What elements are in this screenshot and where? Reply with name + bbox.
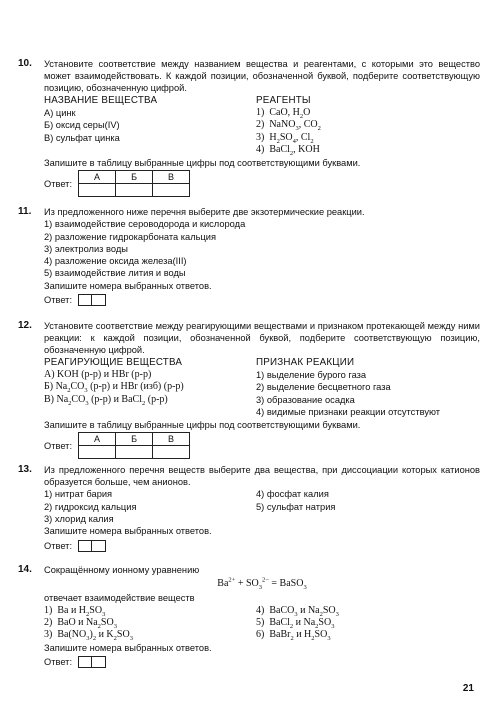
option-6: 6) BaBr$_2$ и $H_2SO_3$ xyxy=(256,629,331,643)
option-1: 1) Ba и $H_2SO_3$ xyxy=(44,604,106,618)
option-3: 3) $Ba(NO_3)_2$ и $K_2SO_3$ xyxy=(44,629,133,643)
right-column-heading: РЕАГЕНТЫ xyxy=(256,94,311,106)
instruction: Запишите в таблицу выбранные цифры под соответствующими буквами. xyxy=(44,419,361,430)
option-b: Б) $Na_2CO_3$ (р-р) и HBr (изб) (р-р) xyxy=(44,381,184,395)
question-number: 12. xyxy=(18,320,32,331)
question-text: Установите соответствие между реагирующими веществами и признаком протекающей между ними реакции: к каждой позиции, обозначенной буквой, подберите соответствующую позицию, обозначенную цифрой. xyxy=(44,321,480,356)
sign-3: 3) образование осадка xyxy=(256,394,355,405)
question-14 xyxy=(18,564,480,670)
sign-4: 4) видимые признаки реакции отсутствуют xyxy=(256,406,440,417)
reagent-4: 4) BaCl$_2$, KOH xyxy=(256,143,320,157)
option-c: В) $Na_2CO_3$ (р-р) и BaCl$_2$ (р-р) xyxy=(44,393,168,407)
answer-cell-b[interactable] xyxy=(116,446,153,459)
question-number: 11. xyxy=(18,206,32,217)
answer-table xyxy=(78,432,190,459)
page-number: 21 xyxy=(462,683,474,694)
answer-box-2[interactable] xyxy=(92,656,106,668)
reagent-2: 2) NaNO$_3$, $CO_2$ xyxy=(256,119,321,133)
letter-a: А xyxy=(79,171,116,184)
question-12 xyxy=(18,320,480,461)
answer-table xyxy=(78,170,190,197)
instruction: Запишите в таблицу выбранные цифры под соответствующими буквами. xyxy=(44,157,361,168)
answer-cell-b[interactable] xyxy=(116,184,153,197)
answer-box-2[interactable] xyxy=(92,294,106,306)
ionic-equation: $Ba^{2+} + SO_3^{2-}$ = BaSO$_3$ xyxy=(217,576,307,592)
question-number: 14. xyxy=(18,564,32,575)
question-10 xyxy=(18,58,480,199)
answer-cell-a[interactable] xyxy=(79,446,116,459)
answer-label: Ответ: xyxy=(44,540,73,551)
left-column-heading: РЕАГИРУЮЩИЕ ВЕЩЕСТВА xyxy=(44,356,183,368)
option-4: 4) фосфат калия xyxy=(256,489,329,500)
question-text: Сокращённому ионному уравнению xyxy=(44,565,200,575)
option-c: В) сульфат цинка xyxy=(44,132,120,143)
answer-cell-c[interactable] xyxy=(153,184,190,197)
answer-cell-a[interactable] xyxy=(79,184,116,197)
option-2: 2) разложение гидрокарбоната кальция xyxy=(44,231,217,242)
right-column-heading: ПРИЗНАК РЕАКЦИИ xyxy=(256,356,355,368)
reagent-1: 1) CaO, $H_2O$ xyxy=(256,106,311,120)
question-13 xyxy=(18,464,480,554)
question-text: Из предложенного ниже перечня выберите две экзотермические реакции. xyxy=(44,207,365,217)
question-11 xyxy=(18,206,480,308)
answer-label: Ответ: xyxy=(44,294,73,305)
sign-2: 2) выделение бесцветного газа xyxy=(256,382,391,393)
letter-b: Б xyxy=(116,171,153,184)
option-1: 1) взаимодействие сероводорода и кислорода xyxy=(44,219,246,230)
answer-box-1[interactable] xyxy=(78,540,92,552)
option-4: 4) разложение оксида железа(III) xyxy=(44,256,187,267)
option-b: Б) оксид серы(IV) xyxy=(44,120,120,131)
left-column-heading: НАЗВАНИЕ ВЕЩЕСТВА xyxy=(44,94,158,106)
option-5: 5) взаимодействие лития и воды xyxy=(44,268,186,279)
answer-box-2[interactable] xyxy=(92,540,106,552)
question-text: Из предложенного перечня веществ выберите два вещества, при диссоциации которых катионов образуется больше, чем анионов. xyxy=(44,465,480,488)
reagent-3: 3) $H_2SO_4$, $Cl_2$ xyxy=(256,131,314,145)
option-5: 5) BaCl$_2$ и $Na_2SO_3$ xyxy=(256,616,335,630)
letter-c: В xyxy=(153,171,190,184)
answer-box-1[interactable] xyxy=(78,294,92,306)
question-text: Установите соответствие между названием вещества и реагентами, с которыми это вещество может взаимодействовать. К каждой позиции, обозначенной буквой, подберите соответствующую позицию, обозначенную цифрой. xyxy=(44,59,480,94)
question-number: 13. xyxy=(18,464,32,475)
answer-label: Ответ: xyxy=(44,440,73,451)
option-a: А) цинк xyxy=(44,107,76,118)
instruction: Запишите номера выбранных ответов. xyxy=(44,526,212,537)
question-text-2: отвечает взаимодействие веществ xyxy=(44,593,195,604)
answer-box-1[interactable] xyxy=(78,656,92,668)
letter-b: Б xyxy=(116,433,153,446)
sign-1: 1) выделение бурого газа xyxy=(256,369,367,380)
option-a: А) KOH (р-р) и HBr (р-р) xyxy=(44,368,152,380)
instruction: Запишите номера выбранных ответов. xyxy=(44,642,212,653)
option-3: 3) электролиз воды xyxy=(44,243,128,254)
answer-label: Ответ: xyxy=(44,656,73,667)
letter-c: В xyxy=(153,433,190,446)
option-3: 3) хлорид калия xyxy=(44,514,114,524)
letter-a: А xyxy=(79,433,116,446)
option-4: 4) BaCO$_3$ и $Na_2SO_3$ xyxy=(256,604,339,618)
option-2: 2) BaO и $Na_2SO_3$ xyxy=(44,616,117,630)
answer-cell-c[interactable] xyxy=(153,446,190,459)
option-2: 2) гидроксид кальция xyxy=(44,501,137,512)
option-5: 5) сульфат натрия xyxy=(256,501,336,512)
instruction: Запишите номера выбранных ответов. xyxy=(44,280,212,291)
question-number: 10. xyxy=(18,58,32,69)
option-1: 1) нитрат бария xyxy=(44,489,113,500)
answer-label: Ответ: xyxy=(44,178,73,189)
